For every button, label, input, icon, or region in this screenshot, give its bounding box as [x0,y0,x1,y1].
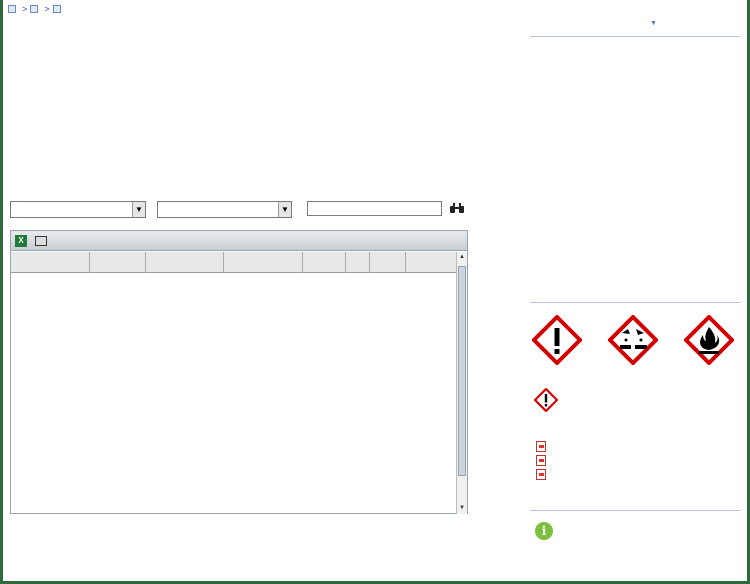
pdf-icon [536,455,546,466]
scroll-up-icon[interactable]: ▲ [459,254,465,260]
home-icon [8,5,16,13]
chevron-down-icon: ▼ [278,202,291,217]
pdf-icon [536,441,546,452]
darstellung-select[interactable] [10,201,146,218]
printer-icon[interactable] [35,236,47,246]
doc-item[interactable] [536,441,556,452]
ghs-exclamation-icon [532,315,582,365]
product-table-body [11,273,457,514]
doc-item[interactable] [536,455,556,466]
excel-export-icon[interactable]: X [15,235,27,247]
ghs-exclamation-small-icon [534,388,558,412]
binoculars-search-icon[interactable] [450,203,464,213]
ghs-corrosion-icon [608,315,658,365]
product-search-webpart [10,230,468,514]
info-icon: i [535,522,553,540]
werk-select[interactable] [157,201,292,218]
pdf-icon [536,469,546,480]
chevron-down-icon: ▼ [132,202,145,217]
ghs-flame-icon [684,315,734,365]
search-input[interactable] [307,201,442,216]
webpart-header [11,231,467,251]
table-header [11,252,457,273]
folder-icon [30,5,38,13]
scroll-down-icon[interactable]: ▼ [459,505,465,511]
folder-icon [53,5,61,13]
scroll-thumb[interactable] [458,266,466,476]
breadcrumb: > > [8,4,64,14]
doc-item[interactable] [536,469,556,480]
vertical-scrollbar[interactable] [456,252,467,514]
chevron-down-icon[interactable]: ▼ [650,20,657,27]
